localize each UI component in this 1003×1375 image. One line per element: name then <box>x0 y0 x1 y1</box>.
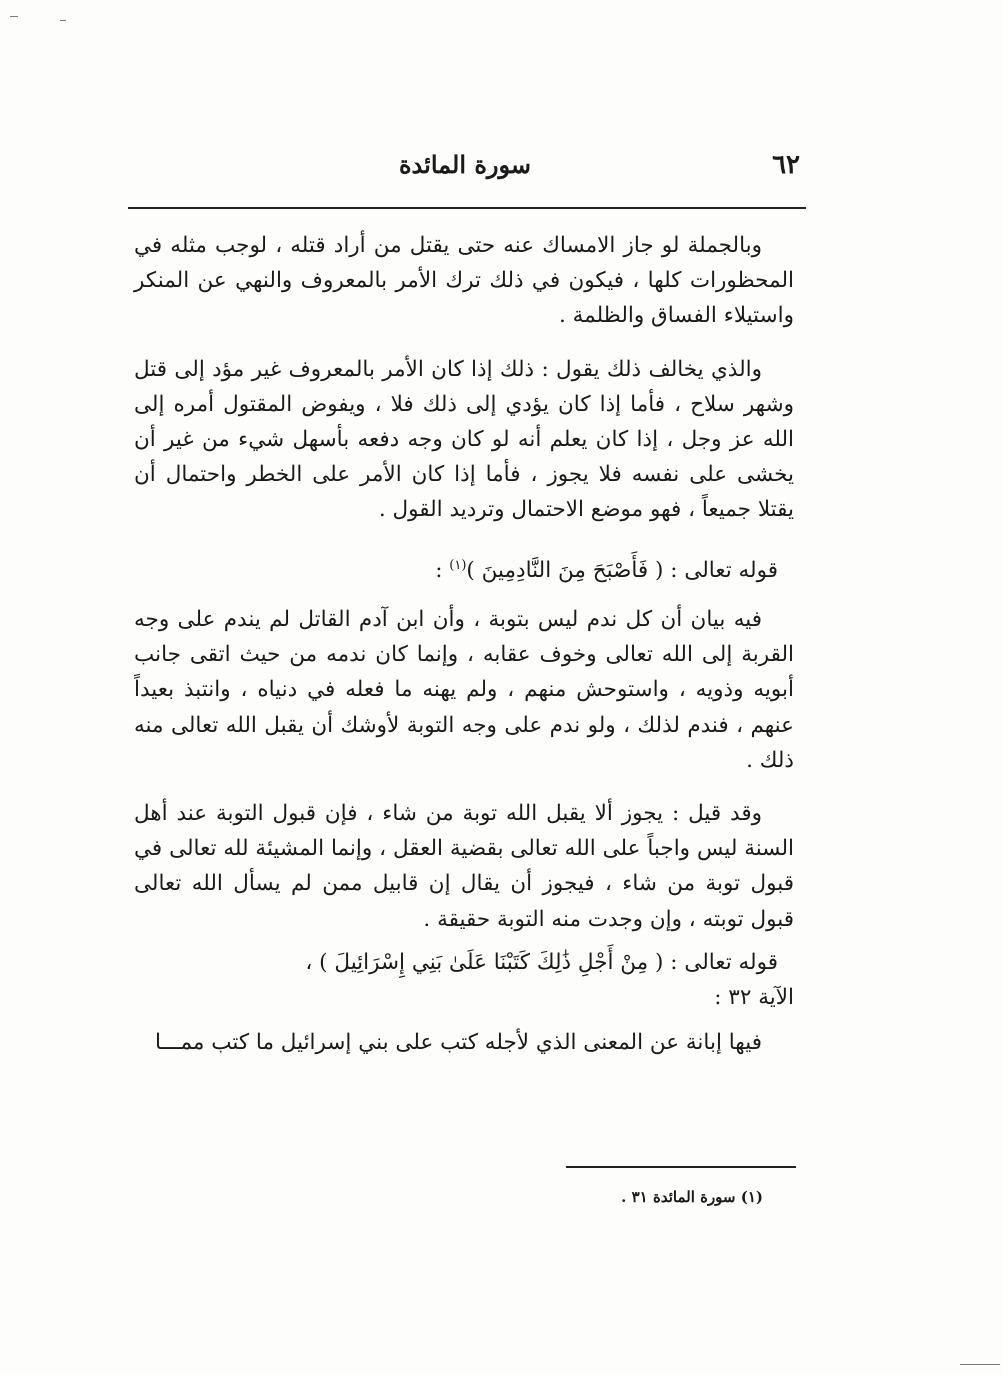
paragraph: وقد قيل : يجوز ألا يقبل الله توبة من شاء ، فإن قبول التوبة عند أهل السنة ليس واجباً على الله تعالى بقضية العقل ، وإنما المشيئة لله تعالى في قبول توبة من شاء ، فيجوز أن يقال إن قابيل ممن لم يسأل الله تعالى قبول توبته ، وإن وجدت منه التوبة حقيقة . <box>134 801 794 932</box>
verse-intro: قوله تعالى : ( <box>655 949 778 975</box>
paragraph: فيها إبانة عن المعنى الذي لأجله كتب على بني إسرائيل ما كتب ممـــا <box>155 1030 762 1056</box>
running-title: سورة المائدة <box>398 150 532 179</box>
scan-mark <box>960 1364 1000 1365</box>
main-text <box>134 228 794 1060</box>
paragraph: فيه بيان أن كل ندم ليس بتوبة ، وأن ابن آدم القاتل لم يندم على وجه القربة إلى الله تعالى وخوف عقابه ، وإنما كان ندمه من حيث اتقى جانب أبويه وذويه ، واستوحش منهم ، ولم يهنه ما فعله في دنياه ، وانتبذ بعيداً عنهم ، فندم لذلك ، ولو ندم على وجه التوبة لأوشك أن يقبل الله تعالى منه ذلك . <box>134 606 794 773</box>
footnote: (١) سورة المائدة ٣١ . <box>621 1188 763 1206</box>
header-rule <box>128 207 806 209</box>
page-header <box>130 150 800 190</box>
quran-verse: فَأَصْبَحَ مِنَ النَّادِمِينَ <box>481 557 649 583</box>
verse-intro: قوله تعالى : ( <box>655 557 778 583</box>
ayah-reference: الآية ٣٢ : <box>714 985 794 1011</box>
verse-heading <box>134 945 794 1015</box>
quran-verse: مِنْ أَجْلِ ذَٰلِكَ كَتَبْنَا عَلَىٰ بَنِي إِسْرَائِيلَ <box>334 949 649 975</box>
page-number: ٦٢ <box>772 150 800 180</box>
verse-heading <box>134 548 794 588</box>
scan-mark <box>10 16 18 17</box>
footnote-marker: (١) <box>449 557 467 573</box>
footnote-rule <box>566 1166 796 1168</box>
verse-end: : <box>435 557 450 583</box>
verse-close: ) <box>466 557 475 583</box>
verse-close: ) ، <box>305 949 328 975</box>
paragraph: والذي يخالف ذلك يقول : ذلك إذا كان الأمر بالمعروف غير مؤد إلى قتل وشهر سلاح ، فأما إذا كان يؤدي إلى ذلك فلا ، ويفوض المقتول أمره إلى الله عز وجل ، إذا كان يعلم أنه لو كان وجه دفعه بأسهل شيء من غير أن يخشى على نفسه فلا يجوز ، فأما إذا كان الأمر على الخطر واحتمال أن يقتلا جميعاً ، فهو موضع الاحتمال وترديد القول . <box>134 356 794 523</box>
scan-mark <box>60 20 66 21</box>
paragraph: وبالجملة لو جاز الامساك عنه حتى يقتل من أراد قتله ، لوجب مثله في المحظورات كلها ، فيكون في ذلك ترك الأمر بالمعروف والنهي عن المنكر واستيلاء الفساق والظلمة . <box>134 233 794 329</box>
